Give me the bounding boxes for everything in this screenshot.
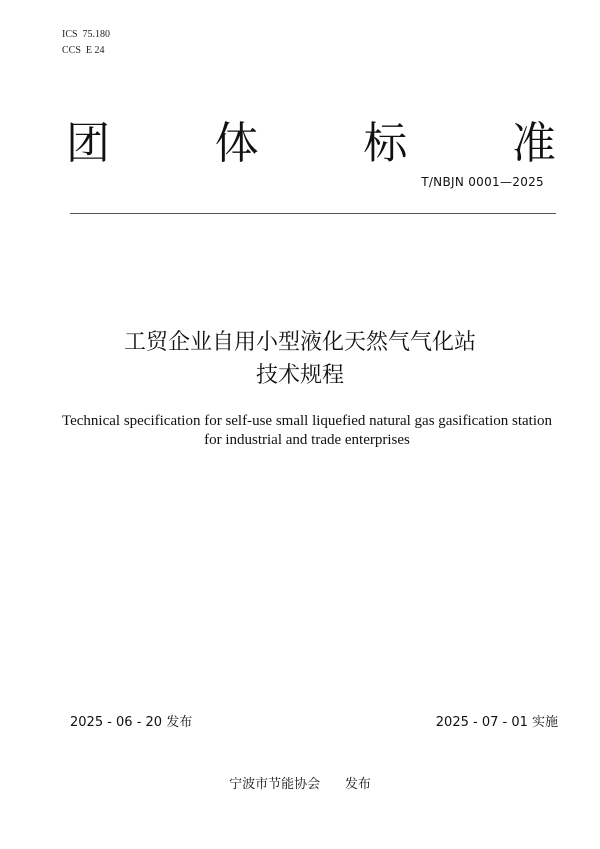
document-type-heading — [66, 118, 556, 170]
english-title: Technical specification for self-use small liquefied natural gas gasification station for industrial and trade enterprises — [61, 413, 553, 448]
classification-codes — [62, 27, 110, 59]
publish-date: 2025 - 06 - 20 发布 — [70, 715, 193, 730]
implement-date: 2025 - 07 - 01 实施 — [435, 715, 558, 730]
issuer: 宁波市节能协会 发布 — [229, 777, 371, 792]
chinese-title-line-2: 技术规程 — [255, 363, 344, 388]
heading-char-1: 团 — [66, 118, 110, 169]
heading-char-3: 标 — [363, 118, 408, 169]
ics-code: ICS 75.180 — [62, 29, 111, 40]
standard-number: T/NBJN 0001—2025 — [421, 175, 544, 189]
heading-char-4: 准 — [511, 118, 556, 169]
ccs-code: CCS E 24 — [62, 45, 105, 56]
chinese-title-line-1: 工贸企业自用小型液化天然气气化站 — [123, 330, 476, 355]
heading-char-2: 体 — [214, 118, 259, 169]
chinese-title — [0, 326, 600, 392]
header-divider — [70, 213, 556, 214]
